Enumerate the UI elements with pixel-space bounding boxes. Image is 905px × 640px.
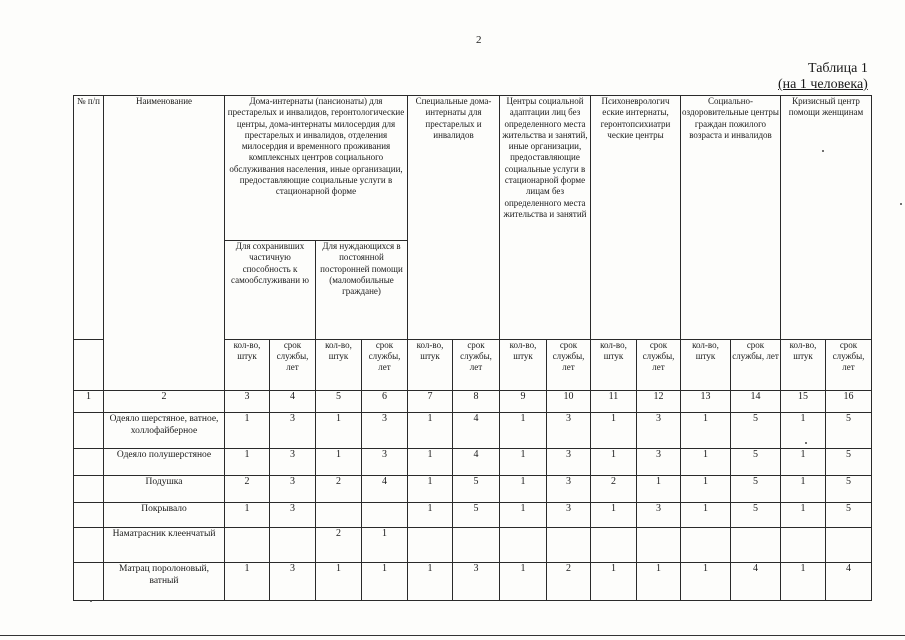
header-qty: кол-во, штук	[681, 340, 731, 391]
value-cell: 5	[826, 503, 872, 528]
column-number: 7	[408, 391, 453, 413]
value-cell: 3	[362, 449, 408, 476]
value-cell: 4	[453, 449, 500, 476]
value-cell	[826, 528, 872, 563]
header-qty: кол-во, штук	[225, 340, 270, 391]
column-number: 2	[104, 391, 225, 413]
table-caption-note: (на 1 человека)	[778, 77, 868, 92]
value-cell: 1	[781, 563, 826, 601]
value-cell: 1	[500, 503, 547, 528]
header-partial-selfcare: Для сохранивших частичную способность к самообслуживани ю	[225, 241, 316, 340]
value-cell: 1	[591, 449, 637, 476]
value-cell: 3	[270, 413, 316, 449]
row-number-cell	[74, 503, 104, 528]
column-number: 14	[731, 391, 781, 413]
value-cell: 5	[826, 413, 872, 449]
value-cell: 1	[225, 563, 270, 601]
value-cell: 3	[547, 503, 591, 528]
value-cell: 1	[637, 476, 681, 503]
row-number-cell	[74, 413, 104, 449]
value-cell: 1	[681, 413, 731, 449]
value-cell: 1	[500, 449, 547, 476]
value-cell: 5	[826, 449, 872, 476]
value-cell: 1	[408, 413, 453, 449]
value-cell: 1	[591, 503, 637, 528]
value-cell: 1	[781, 413, 826, 449]
table-row	[74, 476, 872, 503]
table-row	[74, 413, 872, 449]
header-crisis-center: Кризисный центр помощи женщинам	[781, 96, 872, 340]
value-cell: 1	[681, 449, 731, 476]
value-cell: 1	[316, 413, 362, 449]
value-cell: 1	[225, 503, 270, 528]
header-qty: кол-во, штук	[316, 340, 362, 391]
value-cell	[731, 528, 781, 563]
header-qty: кол-во, штук	[408, 340, 453, 391]
value-cell: 2	[316, 476, 362, 503]
header-qty: кол-во, штук	[500, 340, 547, 391]
value-cell: 5	[731, 476, 781, 503]
value-cell: 1	[225, 449, 270, 476]
value-cell: 5	[731, 503, 781, 528]
value-cell: 1	[408, 503, 453, 528]
value-cell	[316, 503, 362, 528]
column-number: 12	[637, 391, 681, 413]
value-cell: 3	[637, 413, 681, 449]
header-health-centers: Социально-оздоровительные центры граждан пожилого возраста и инвалидов	[681, 96, 781, 340]
value-cell: 5	[453, 476, 500, 503]
value-cell: 1	[408, 563, 453, 601]
value-cell: 3	[637, 449, 681, 476]
header-psycho-neurological: Психоневрологич еские интернаты, геронтопсихиатри ческие центры	[591, 96, 681, 340]
value-cell	[225, 528, 270, 563]
item-name: Подушка	[104, 476, 225, 503]
table-row	[74, 563, 872, 601]
header-qty: кол-во, штук	[591, 340, 637, 391]
table-row	[74, 449, 872, 476]
value-cell: 1	[781, 449, 826, 476]
value-cell: 1	[681, 476, 731, 503]
value-cell	[362, 503, 408, 528]
header-life: срок службы, лет	[731, 340, 781, 391]
value-cell: 5	[731, 449, 781, 476]
value-cell: 3	[270, 449, 316, 476]
value-cell: 3	[547, 449, 591, 476]
column-number: 11	[591, 391, 637, 413]
header-qty: кол-во, штук	[781, 340, 826, 391]
row-number-cell	[74, 528, 104, 563]
value-cell: 3	[270, 476, 316, 503]
value-cell: 1	[316, 449, 362, 476]
item-name: Матрац поролоновый, ватный	[104, 563, 225, 601]
scan-speck	[822, 150, 824, 152]
row-number-cell	[74, 476, 104, 503]
item-name: Одеяло шерстяное, ватное, холлофайберное	[104, 413, 225, 449]
column-number: 16	[826, 391, 872, 413]
header-life: срок службы, лет	[270, 340, 316, 391]
scan-speck	[805, 442, 807, 444]
value-cell	[500, 528, 547, 563]
item-name: Наматрасник клеенчатый	[104, 528, 225, 563]
column-number: 10	[547, 391, 591, 413]
value-cell: 3	[637, 503, 681, 528]
value-cell: 1	[362, 563, 408, 601]
value-cell: 3	[362, 413, 408, 449]
value-cell	[781, 528, 826, 563]
header-special-homes: Специальные дома-интернаты для престарелых и инвалидов	[408, 96, 500, 340]
column-number: 4	[270, 391, 316, 413]
header-nursing-homes: Дома-интернаты (пансионаты) для престарелых и инвалидов, геронтологические центры, дома-интернаты милосердия для престарелых и инвалидов, отделения милосердия и временного проживания комплексных центров социального обслуживания населения, иные организации, предоставляющие социальные услуги в стационарной форме	[225, 96, 408, 241]
header-constant-help: Для нуждающихся в постоянной посторонней помощи (маломобильные граждане)	[316, 241, 408, 340]
value-cell: 1	[500, 563, 547, 601]
value-cell: 2	[316, 528, 362, 563]
value-cell: 3	[547, 476, 591, 503]
table-caption: Таблица 1	[808, 61, 868, 76]
scan-edge-line	[0, 635, 905, 636]
column-number: 15	[781, 391, 826, 413]
value-cell	[591, 528, 637, 563]
value-cell: 3	[547, 413, 591, 449]
scan-speck	[90, 600, 92, 602]
header-empty-cell	[74, 340, 104, 391]
value-cell: 5	[826, 476, 872, 503]
value-cell: 3	[270, 563, 316, 601]
header-life: срок службы, лет	[547, 340, 591, 391]
value-cell: 2	[225, 476, 270, 503]
value-cell: 1	[637, 563, 681, 601]
table-row	[74, 528, 872, 563]
value-cell: 2	[547, 563, 591, 601]
value-cell: 1	[681, 503, 731, 528]
value-cell	[408, 528, 453, 563]
row-number-cell	[74, 449, 104, 476]
value-cell: 3	[270, 503, 316, 528]
value-cell: 5	[731, 413, 781, 449]
page-number: 2	[476, 34, 482, 46]
value-cell: 1	[591, 563, 637, 601]
scan-speck	[900, 203, 902, 205]
value-cell: 4	[362, 476, 408, 503]
table-row	[74, 503, 872, 528]
value-cell: 1	[591, 413, 637, 449]
column-number: 13	[681, 391, 731, 413]
header-name: Наименование	[104, 96, 225, 391]
column-number: 3	[225, 391, 270, 413]
value-cell: 1	[681, 563, 731, 601]
header-life: срок службы, лет	[453, 340, 500, 391]
value-cell: 1	[408, 476, 453, 503]
value-cell	[547, 528, 591, 563]
header-life: срок службы, лет	[637, 340, 681, 391]
value-cell: 5	[453, 503, 500, 528]
column-number: 5	[316, 391, 362, 413]
value-cell: 1	[362, 528, 408, 563]
value-cell	[453, 528, 500, 563]
value-cell: 1	[408, 449, 453, 476]
value-cell: 3	[453, 563, 500, 601]
value-cell	[637, 528, 681, 563]
item-name: Одеяло полушерстяное	[104, 449, 225, 476]
value-cell	[681, 528, 731, 563]
header-life: срок службы, лет	[826, 340, 872, 391]
value-cell: 1	[316, 563, 362, 601]
value-cell: 1	[500, 413, 547, 449]
value-cell: 2	[591, 476, 637, 503]
value-cell: 1	[500, 476, 547, 503]
column-number: 6	[362, 391, 408, 413]
value-cell: 1	[781, 476, 826, 503]
value-cell: 4	[453, 413, 500, 449]
column-number: 1	[74, 391, 104, 413]
header-row-number: № п/п	[74, 96, 104, 340]
value-cell: 1	[781, 503, 826, 528]
header-adaptation-centers: Центры социальной адаптации лиц без определенного места жительства и занятий, иные организации, предоставляющие социальные услуги в стационарной форме лицам без определенного места жительства и занятий	[500, 96, 591, 340]
row-number-cell	[74, 563, 104, 601]
value-cell: 4	[731, 563, 781, 601]
column-number: 9	[500, 391, 547, 413]
item-name: Покрывало	[104, 503, 225, 528]
value-cell	[270, 528, 316, 563]
value-cell: 4	[826, 563, 872, 601]
header-life: срок службы, лет	[362, 340, 408, 391]
value-cell: 1	[225, 413, 270, 449]
norms-table	[73, 95, 872, 601]
column-number: 8	[453, 391, 500, 413]
